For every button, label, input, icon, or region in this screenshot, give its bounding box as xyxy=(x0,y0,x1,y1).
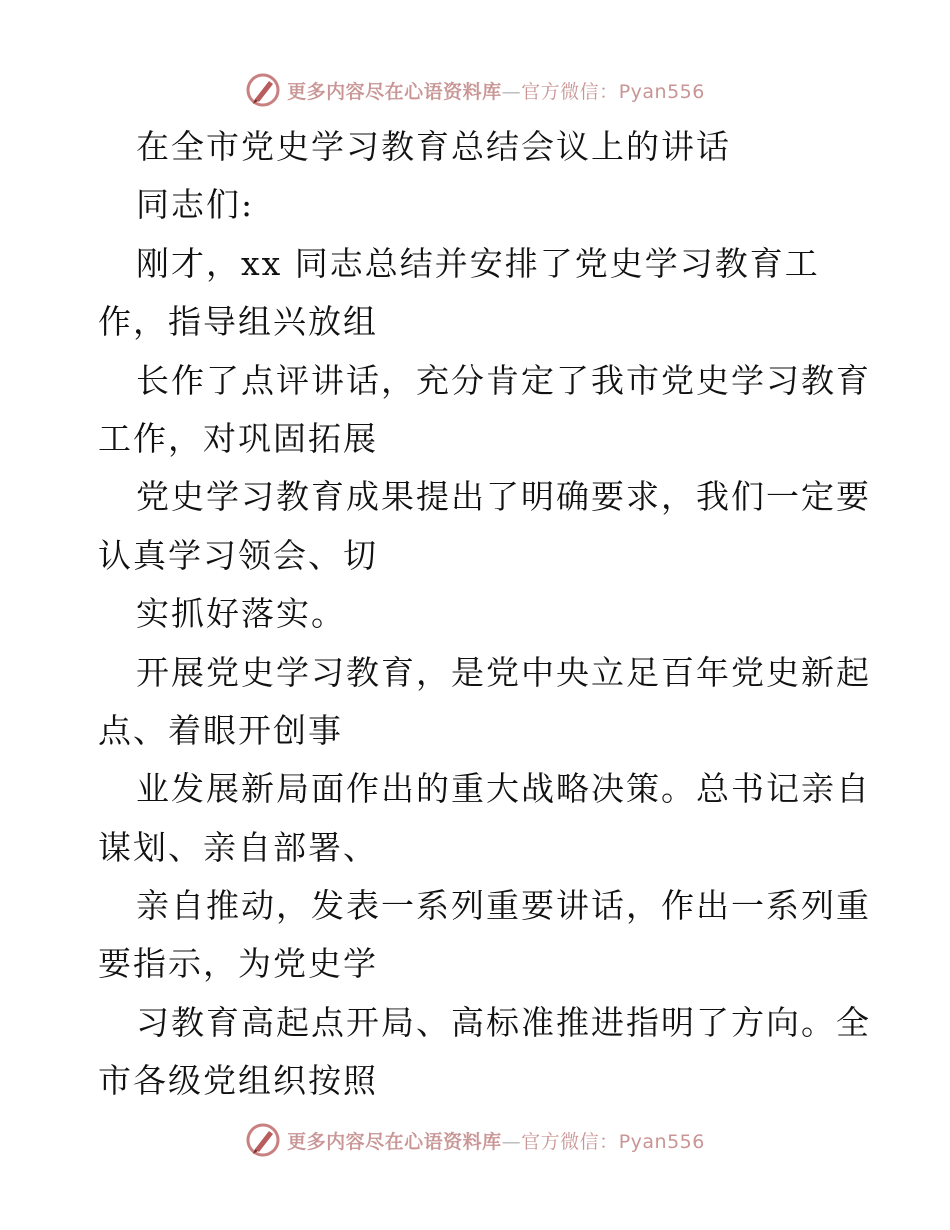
watermark-separator: — xyxy=(501,80,522,103)
watermark-main-text: 更多内容尽在心语资料库 xyxy=(287,80,502,103)
text-line: 实抓好落实。 xyxy=(136,594,346,634)
text-line: 习教育高起点开局、高标准推进指明了方向。全 xyxy=(136,1002,871,1042)
text-line: 在全市党史学习教育总结会议上的讲话 xyxy=(136,127,731,166)
header-watermark xyxy=(0,70,950,110)
text-line: 长作了点评讲话，充分肯定了我市党史学习教育 xyxy=(136,360,871,400)
watermark-wechat-label: 官方微信： xyxy=(521,80,619,103)
text-line: 要指示，为党史学 xyxy=(98,944,378,984)
text-line: 谋划、亲自部署、 xyxy=(98,827,378,867)
text-line: 刚才，xx 同志总结并安排了党史学习教育工 xyxy=(136,243,820,283)
watermark-separator: — xyxy=(501,1130,522,1153)
text-line: 作，指导组兴放组 xyxy=(98,302,378,342)
watermark-main-text: 更多内容尽在心语资料库 xyxy=(287,1130,502,1153)
text-line: 认真学习领会、切 xyxy=(98,535,378,575)
text-line: 党史学习教育成果提出了明确要求，我们一定要 xyxy=(136,477,871,517)
pen-logo-icon xyxy=(245,72,281,108)
footer-watermark xyxy=(0,1120,950,1160)
pen-logo-icon xyxy=(245,1122,281,1158)
watermark-wechat-id: Pyan556 xyxy=(618,80,705,103)
text-line: 亲自推动，发表一系列重要讲话，作出一系列重 xyxy=(136,886,871,926)
text-line: 市各级党组织按照 xyxy=(98,1061,378,1101)
watermark-wechat-id: Pyan556 xyxy=(618,1130,705,1153)
text-line: 同志们: xyxy=(136,185,255,225)
document-body xyxy=(98,118,871,1111)
text-line: 工作，对巩固拓展 xyxy=(98,418,378,458)
text-line: 开展党史学习教育，是党中央立足百年党史新起 xyxy=(136,652,871,692)
watermark-wechat-label: 官方微信： xyxy=(521,1130,619,1153)
text-line: 点、着眼开创事 xyxy=(98,710,343,750)
text-line: 业发展新局面作出的重大战略决策。总书记亲自 xyxy=(136,769,871,809)
